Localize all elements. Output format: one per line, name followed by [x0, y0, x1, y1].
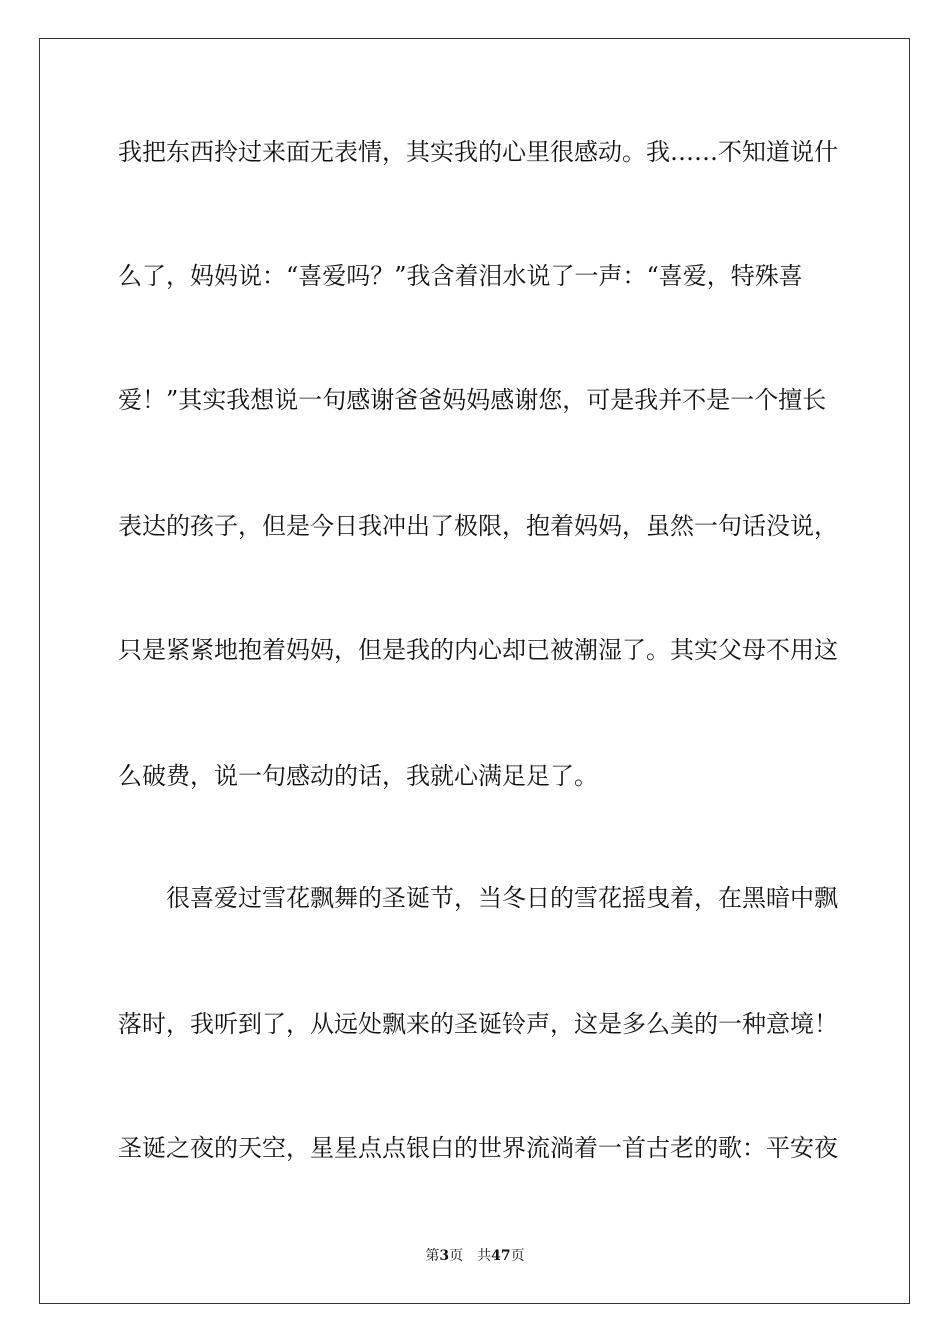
footer-total-unit: 页	[510, 1248, 525, 1264]
text-line-3: 爱！”其实我想说一句感谢爸爸妈妈感谢您，可是我并不是一个擅长	[118, 386, 827, 414]
page-border	[39, 38, 910, 1304]
footer-page-number: 3	[439, 1248, 450, 1264]
text-line-6: 么破费，说一句感动的话，我就心满足足了。	[118, 762, 598, 790]
text-line-1: 我把东西拎过来面无表情，其实我的心里很感动。我……不知道说什	[118, 138, 838, 166]
footer-total-pages: 47	[491, 1248, 511, 1264]
text-line-7: 很喜爱过雪花飘舞的圣诞节，当冬日的雪花摇曳着，在黑暗中飘	[166, 884, 838, 912]
text-line-2: 么了，妈妈说：“喜爱吗？”我含着泪水说了一声：“喜爱，特殊喜	[118, 262, 803, 290]
footer-page-unit: 页	[449, 1248, 464, 1264]
text-line-8: 落时，我听到了，从远处飘来的圣诞铃声，这是多么美的一种意境！	[118, 1010, 838, 1038]
text-line-9: 圣诞之夜的天空，星星点点银白的世界流淌着一首古老的歌：平安夜	[118, 1134, 838, 1162]
footer-total-prefix: 共	[477, 1248, 492, 1264]
footer-prefix: 第	[425, 1248, 440, 1264]
text-line-5: 只是紧紧地抱着妈妈，但是我的内心却已被潮湿了。其实父母不用这	[118, 636, 838, 664]
page-footer	[0, 1247, 950, 1265]
text-line-4: 表达的孩子，但是今日我冲出了极限，抱着妈妈，虽然一句话没说，	[118, 512, 838, 540]
